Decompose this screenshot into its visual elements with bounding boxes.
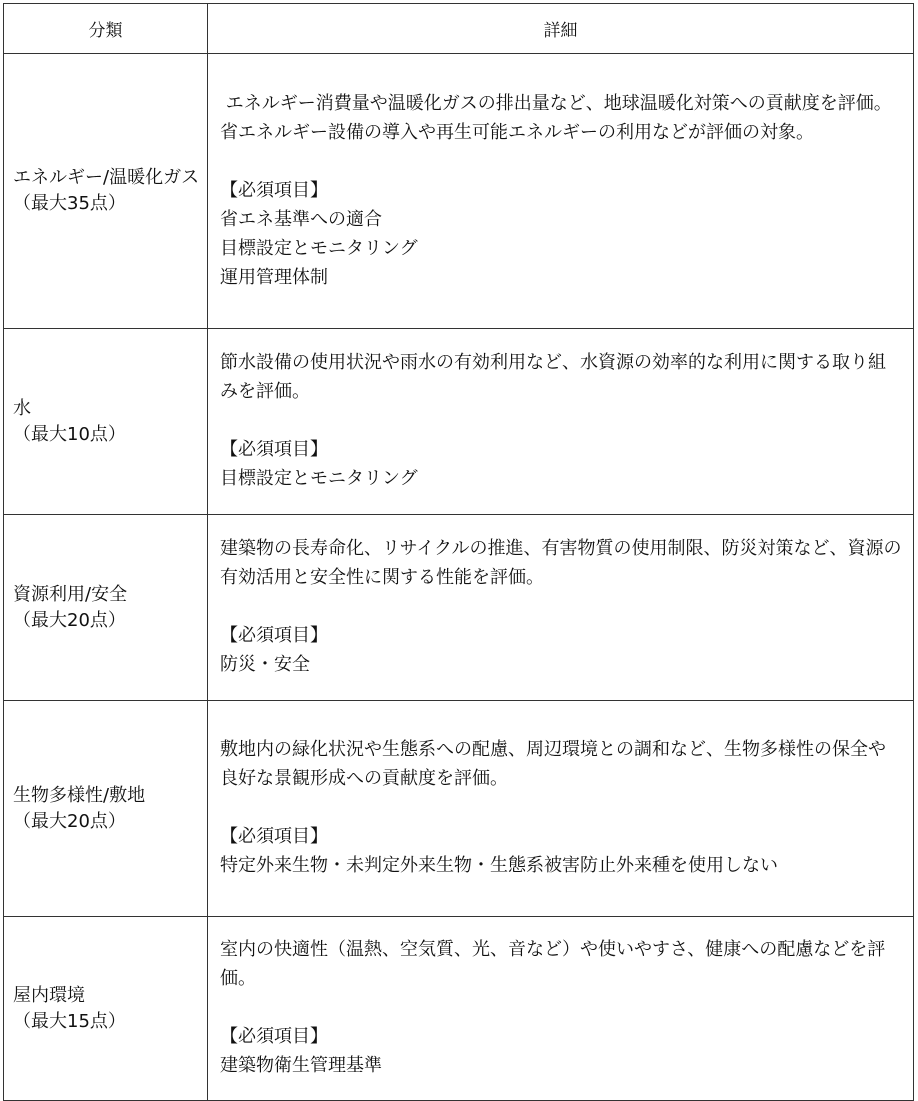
required-item: 運用管理体制 [220,266,328,288]
category-name: 水 [13,397,31,419]
details-cell [208,917,914,1101]
category-cell [4,917,208,1101]
category-cell [4,54,208,329]
category-name: エネルギー/温暖化ガス [13,167,200,188]
category-name: 資源利用/安全 [13,583,128,605]
table-row-resources-safety [4,515,914,701]
description: 節水設備の使用状況や雨水の有効利用など、水資源の効率的な利用に関する取り組みを評価。 [220,352,886,402]
description: 室内の快適性（温熱、空気質、光、音など）や使いやすさ、健康への配慮などを評価。 [220,939,886,989]
header-details: 詳細 [208,4,914,54]
category-name: 生物多様性/敷地 [13,784,146,806]
required-item: 特定外来生物・未判定外来生物・生態系被害防止外来種を使用しない [220,855,778,876]
table-row-water [4,329,914,515]
required-item: 建築物衛生管理基準 [220,1055,382,1076]
details-cell [208,515,914,701]
required-label: 【必須項目】 [220,826,328,847]
required-item: 目標設定とモニタリング [220,237,418,259]
max-points: （最大20点） [13,609,126,631]
category-cell [4,701,208,917]
details-cell [208,329,914,515]
required-label: 【必須項目】 [220,439,328,460]
category-cell [4,515,208,701]
required-item: 防災・安全 [220,654,310,675]
max-points: （最大35点） [13,193,126,214]
required-label: 【必須項目】 [220,1026,328,1047]
evaluation-criteria-table [3,3,914,1101]
header-category: 分類 [4,4,208,54]
max-points: （最大20点） [13,810,126,832]
required-item: 省エネ基準への適合 [220,208,382,230]
category-cell [4,329,208,515]
table-row-indoor-environment [4,917,914,1101]
description: 敷地内の緑化状況や生態系への配慮、周辺環境との調和など、生物多様性の保全や良好な景観形成への貢献度を評価。 [220,739,886,789]
table-row-energy [4,54,914,329]
table-header-row [4,4,914,54]
category-name: 屋内環境 [13,984,85,1006]
required-label: 【必須項目】 [220,625,328,646]
max-points: （最大15点） [13,1010,126,1032]
details-cell [208,701,914,917]
description: 建築物の長寿命化、リサイクルの推進、有害物質の使用制限、防災対策など、資源の有効活用と安全性に関する性能を評価。 [220,538,902,588]
table-row-biodiversity-site [4,701,914,917]
required-item: 目標設定とモニタリング [220,468,418,489]
required-label: 【必須項目】 [220,179,328,201]
description: エネルギー消費量や温暖化ガスの排出量など、地球温暖化対策への貢献度を評価。省エネルギー設備の導入や再生可能エネルギーの利用などが評価の対象。 [220,92,892,143]
max-points: （最大10点） [13,423,126,445]
details-cell [208,54,914,329]
